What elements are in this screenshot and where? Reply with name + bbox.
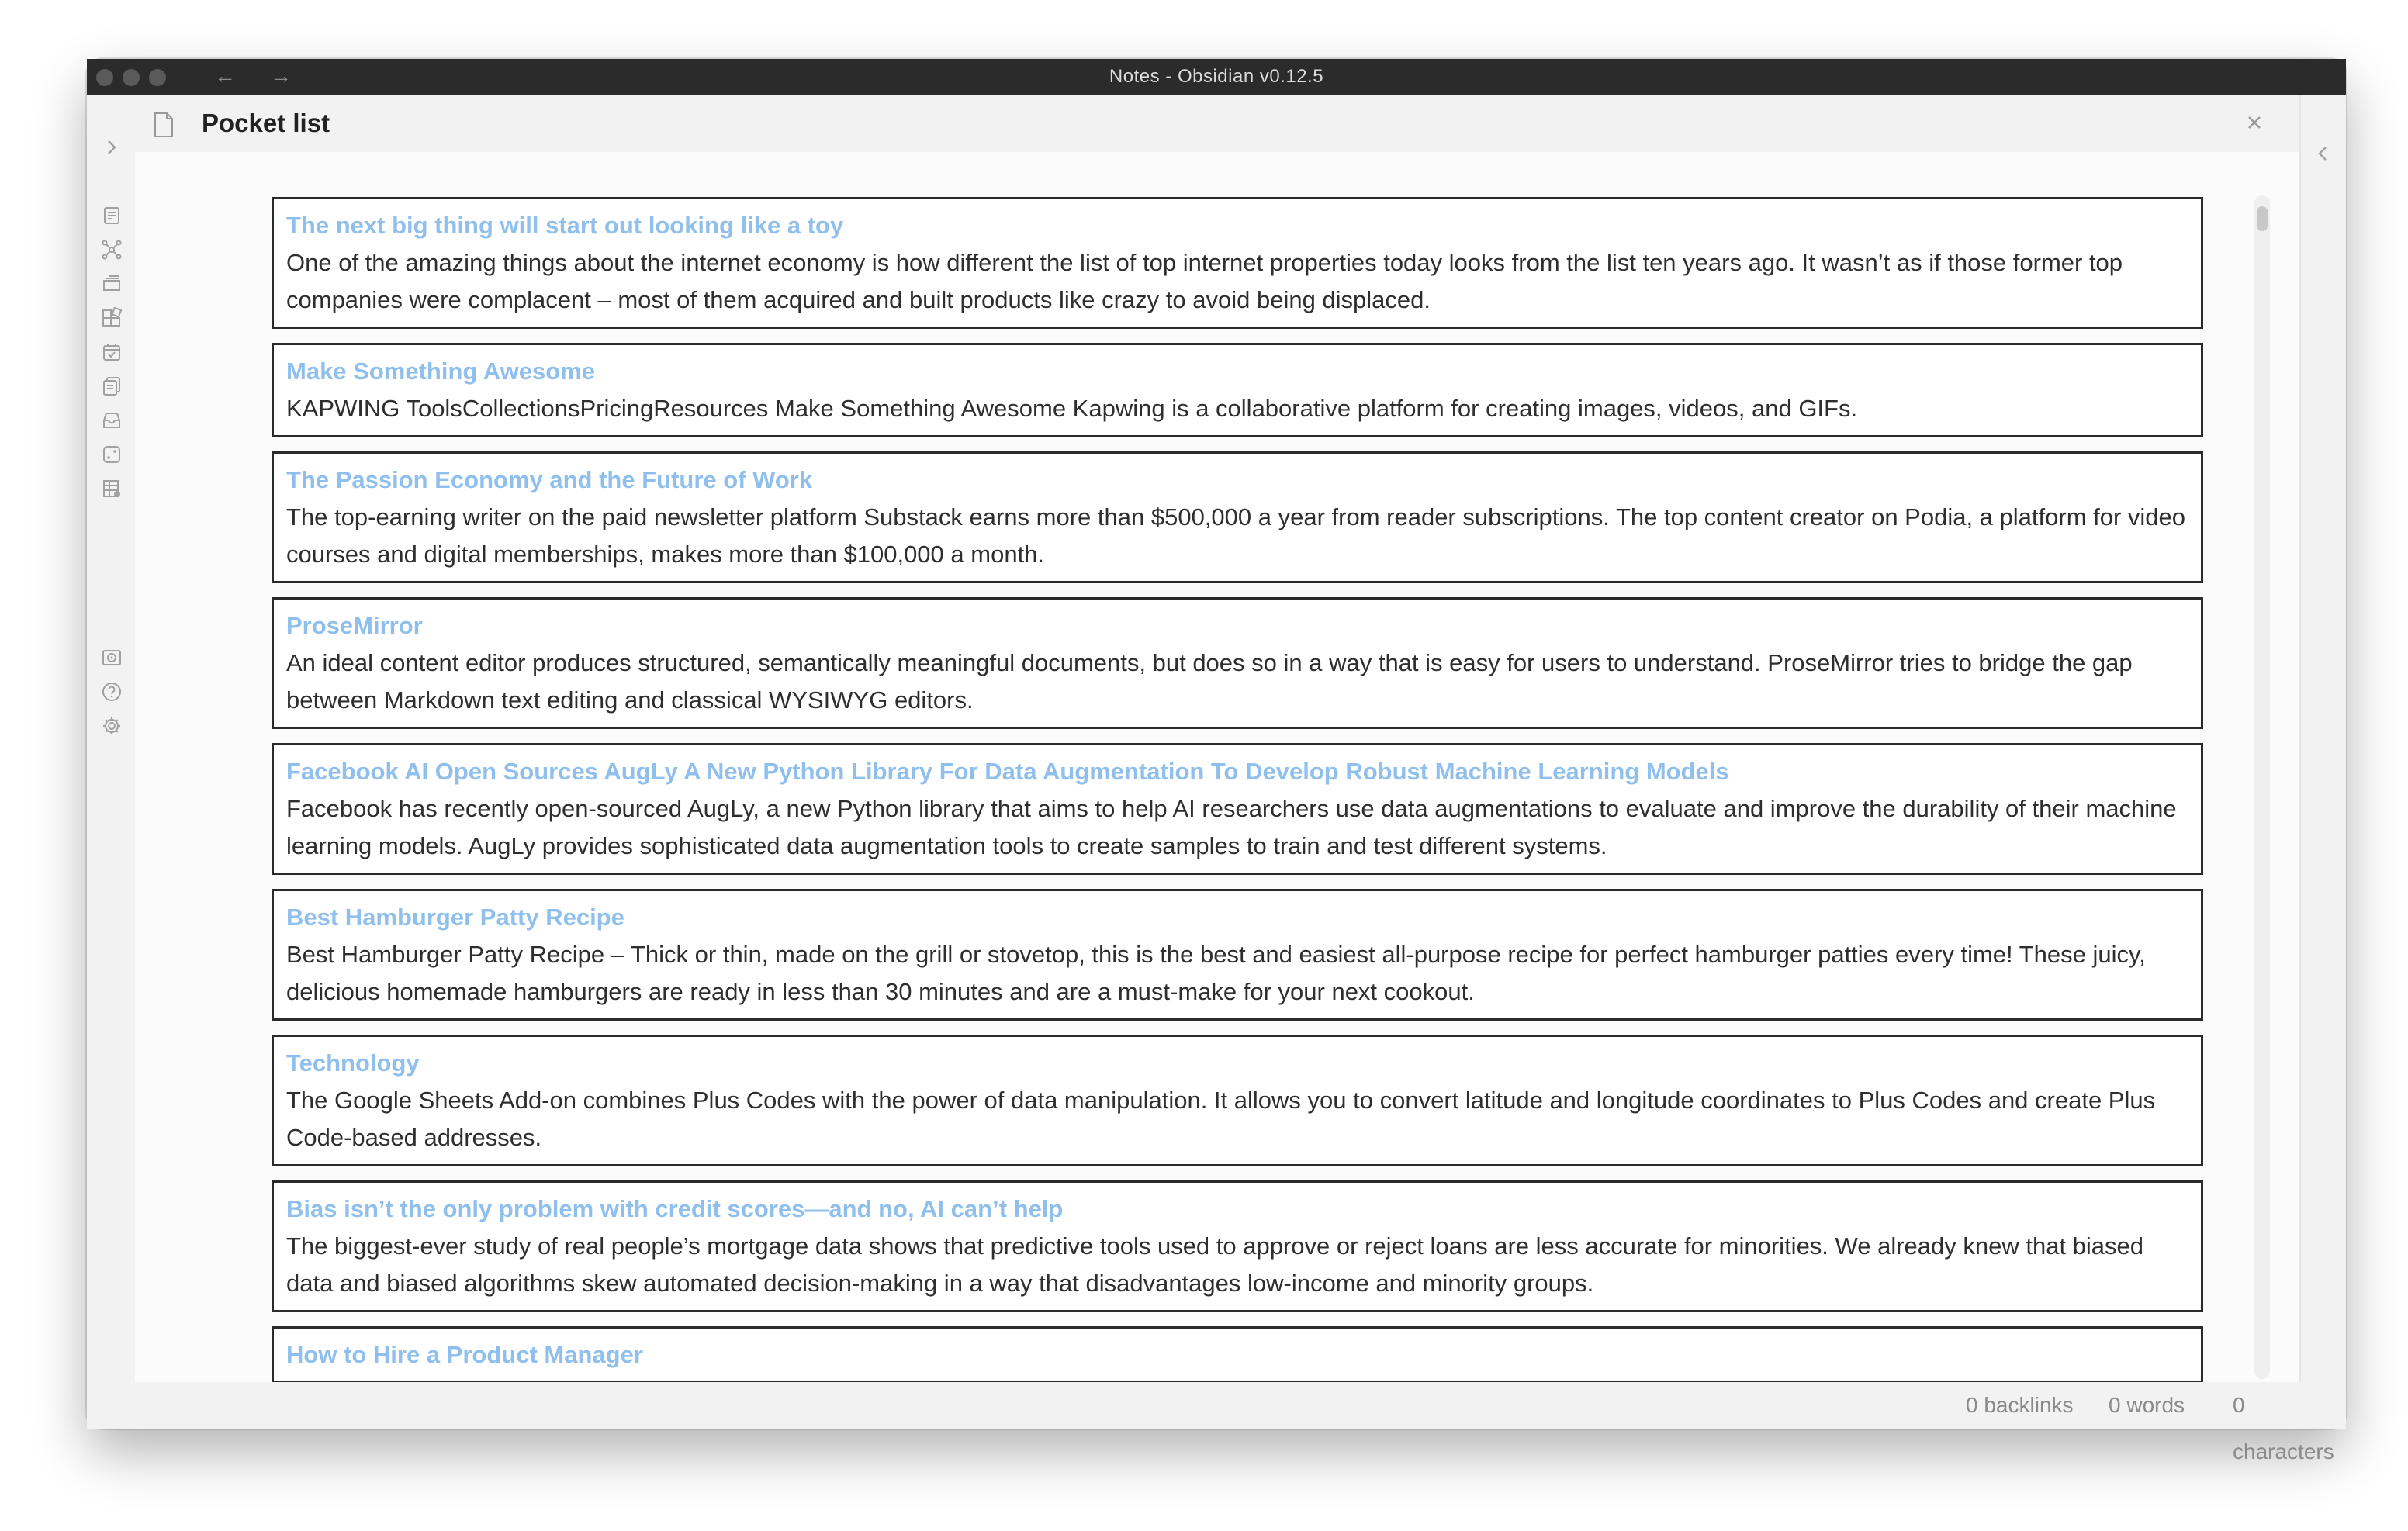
character-count: 0 characters: [2233, 1393, 2334, 1464]
article-link[interactable]: Bias isn’t the only problem with credit scores—and no, AI can’t help: [286, 1195, 1064, 1222]
file-icon: [152, 112, 175, 138]
open-in-stack-icon[interactable]: [101, 273, 123, 295]
obsidian-window: [87, 59, 2346, 1464]
article-link[interactable]: The Passion Economy and the Future of Work: [286, 466, 813, 493]
window-title: Notes - Obsidian v0.12.5: [1109, 66, 1324, 87]
title-bar: [87, 59, 2346, 95]
settings-gear-icon[interactable]: [101, 715, 123, 737]
right-ribbon: [2299, 95, 2346, 1382]
list-item: [272, 197, 2203, 329]
note-scroll-area[interactable]: [135, 152, 2301, 1382]
close-icon[interactable]: [2240, 109, 2268, 137]
expand-sidebar-icon[interactable]: [101, 137, 123, 158]
status-bar: [135, 1382, 2346, 1464]
list-item: [272, 1035, 2203, 1166]
page-title: Pocket list: [202, 109, 330, 137]
article-link[interactable]: Technology: [286, 1049, 420, 1077]
open-quick-switcher-icon[interactable]: [101, 205, 123, 226]
list-item: [272, 743, 2203, 875]
backlinks-count[interactable]: 0 backlinks: [1966, 1393, 2074, 1417]
expand-right-sidebar-icon[interactable]: [2312, 143, 2334, 164]
random-note-icon[interactable]: [101, 444, 123, 465]
article-link[interactable]: Facebook AI Open Sources AugLy A New Python Library For Data Augmentation To Develop Robust Machine Learning Models: [286, 758, 1729, 785]
pane-header: [135, 95, 2301, 152]
list-item: [272, 343, 2203, 437]
article-description: The biggest-ever study of real people’s mortgage data shows that predictive tools used to approve or reject loans are less accurate for minorities. We already knew that biased data and biased algorithms skew automated decision-making in a way that disadvantages low-income and minority groups.: [286, 1232, 2144, 1297]
article-description: Facebook has recently open-sourced AugLy, a new Python library that aims to help AI researchers use data augmentations to evaluate and improve the durability of their machine learning models. AugLy provides sophisticated data augmentation tools to create samples to train and test different systems.: [286, 795, 2177, 859]
word-count: 0 words: [2109, 1393, 2185, 1417]
article-link[interactable]: ProseMirror: [286, 612, 423, 639]
scrollbar-thumb[interactable]: [2257, 206, 2268, 231]
daily-note-calendar-icon[interactable]: [101, 341, 123, 363]
article-link[interactable]: Best Hamburger Patty Recipe: [286, 904, 624, 931]
article-description: One of the amazing things about the internet economy is how different the list of top internet properties today looks from the list ten years ago. It wasn’t as if those former top companies were complacent – most of them acquired and built products like crazy to avoid being displaced.: [286, 249, 2123, 313]
list-item: [272, 1326, 2203, 1384]
article-link[interactable]: How to Hire a Product Manager: [286, 1341, 643, 1368]
graph-view-icon[interactable]: [101, 239, 123, 261]
left-ribbon: [87, 95, 137, 1429]
list-item: [272, 597, 2203, 729]
editor-pane: [135, 95, 2301, 1382]
list-item: [272, 451, 2203, 583]
article-description: An ideal content editor produces structured, semantically meaningful documents, but does so in a way that is easy for users to understand. ProseMirror tries to bridge the gap between Markdown text editing and classical WYSIWYG editors.: [286, 649, 2133, 714]
list-item: [272, 889, 2203, 1021]
article-description: Best Hamburger Patty Recipe – Thick or thin, made on the grill or stovetop, this is the best and easiest all-purpose recipe for perfect hamburger patties every time! These juicy, delicious homemade hamburgers are ready in less than 30 minutes and are a must-make for your next cookout.: [286, 941, 2146, 1005]
vertical-scrollbar[interactable]: [2254, 195, 2270, 1379]
inbox-icon[interactable]: [101, 410, 123, 431]
table-plugin-icon[interactable]: [101, 478, 123, 499]
article-description: The top-earning writer on the paid newsletter platform Substack earns more than $500,000 a year from reader subscriptions. The top content creator on Podia, a platform for video courses and digital memberships, makes more than $100,000 a month.: [286, 503, 2186, 568]
arrow-left-icon[interactable]: ←: [214, 64, 236, 88]
article-link[interactable]: The next big thing will start out looking like a toy: [286, 212, 844, 239]
arrow-right-icon[interactable]: →: [270, 64, 292, 88]
open-vault-icon[interactable]: [101, 647, 123, 669]
plugin-blocks-icon[interactable]: [101, 307, 123, 329]
help-icon[interactable]: [101, 681, 123, 703]
templates-icon[interactable]: [101, 375, 123, 397]
pocket-list: [272, 197, 2203, 1368]
article-description: The Google Sheets Add-on combines Plus Codes with the power of data manipulation. It allows you to convert latitude and longitude coordinates to Plus Codes and create Plus Code-based addresses.: [286, 1087, 2156, 1151]
article-link[interactable]: Make Something Awesome: [286, 358, 595, 385]
article-description: KAPWING ToolsCollectionsPricingResources Make Something Awesome Kapwing is a collaborative platform for creating images, videos, and GIFs.: [286, 395, 1858, 422]
list-item: [272, 1180, 2203, 1312]
